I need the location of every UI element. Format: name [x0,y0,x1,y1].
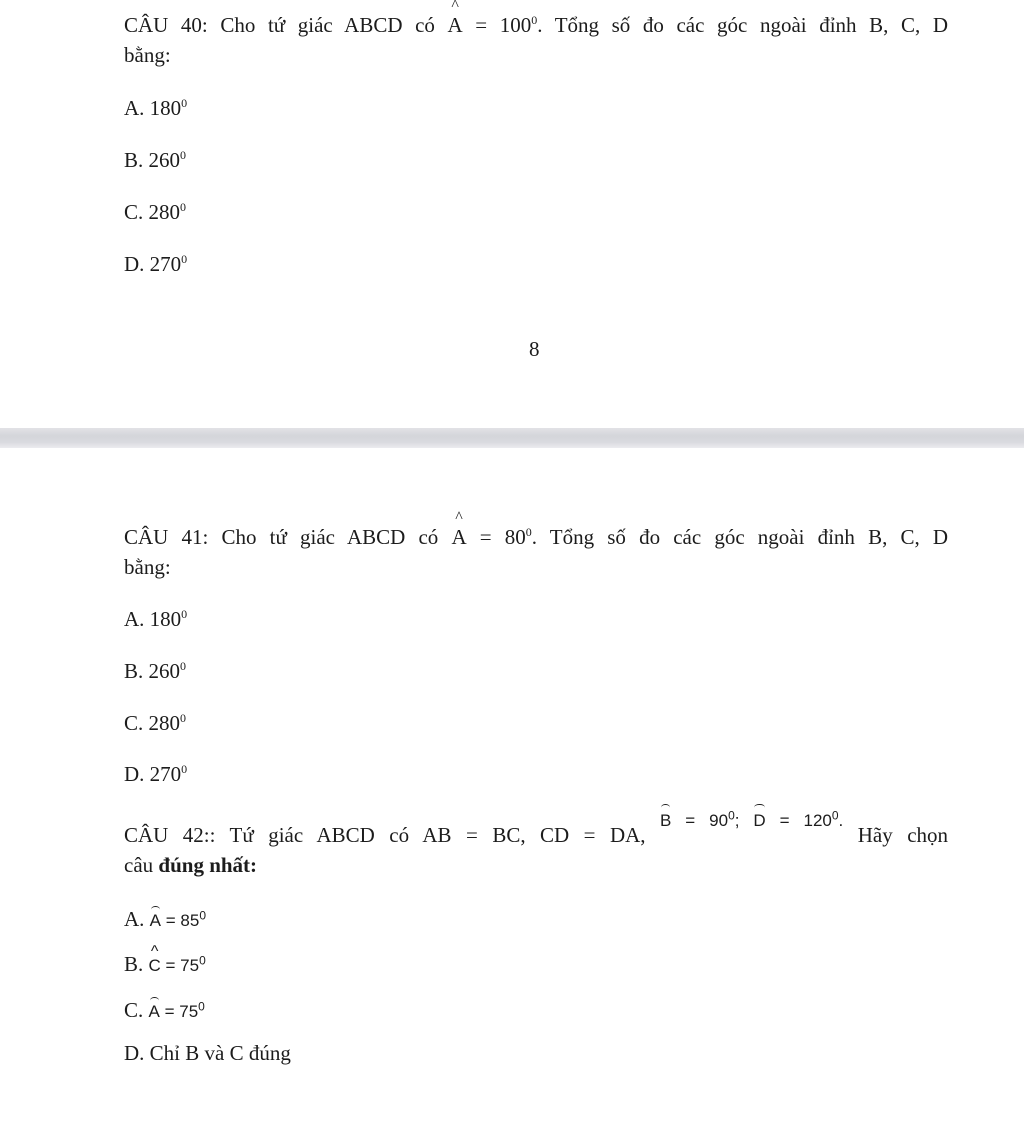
angle-c-symbol: ^ C [149,956,161,976]
question-40-continuation: bằng: [124,43,171,68]
question-40-text: CÂU 40: Cho tứ giác ABCD có ^ $A = 100^0$. Tổng số đo các góc ngoài đỉnh B, C, D [124,10,948,40]
angle-a-symbol: ^ A [451,522,466,552]
q40-option-b: B. $260^0$ [124,148,187,172]
q41-option-a: A. $180^0$ [124,607,188,631]
q41-option-b: B. $260^0$ [124,659,187,683]
angle-a-symbol: ^ A [448,10,463,40]
angle-a-symbol: A [148,1002,160,1021]
q42-option-a: A. $A = 85^0$ [124,907,206,931]
q42-option-d: D. Chỉ B và C đúng [124,1041,291,1065]
q40-option-a: A. $180^0$ [124,96,188,120]
question-42-continuation: câu đúng nhất: [124,853,258,878]
page-number: 8 [529,337,540,361]
page-separator [0,428,1024,448]
q40-option-d: D. $270^0$ [124,252,188,276]
angle-d-symbol: D [753,809,765,834]
angle-b-symbol: B [660,809,671,834]
q41-option-c: C. $280^0$ [124,711,187,735]
question-41-text: CÂU 41: Cho tứ giác ABCD có ^ $A = 80^0$. Tổng số đo các góc ngoài đỉnh B, C, D [124,522,948,552]
q42-angle-conditions: B = 900; D = 1200. [660,811,843,830]
question-40 [124,10,948,71]
question-42-text: CÂU 42:: Tứ giác ABCD có AB = BC, CD = DA, $^{B = 90^0; D = 120^0.}$ Hãy chọn [124,808,949,847]
q40-option-c: C. $280^0$ [124,200,187,224]
angle-a-symbol: A [149,911,162,930]
question-41-continuation: bằng: [124,555,171,580]
question-42 [124,808,949,881]
question-40-title: CÂU 40: [124,13,208,37]
q42-option-c: C. $A = 75^0$ [124,998,205,1022]
q41-option-d: D. $270^0$ [124,762,188,786]
q42-option-b: B. ^ $C = 75^0$ [124,952,206,977]
question-42-title: CÂU 42:: [124,823,216,847]
question-41-title: CÂU 41: [124,525,209,549]
question-41 [124,522,948,583]
